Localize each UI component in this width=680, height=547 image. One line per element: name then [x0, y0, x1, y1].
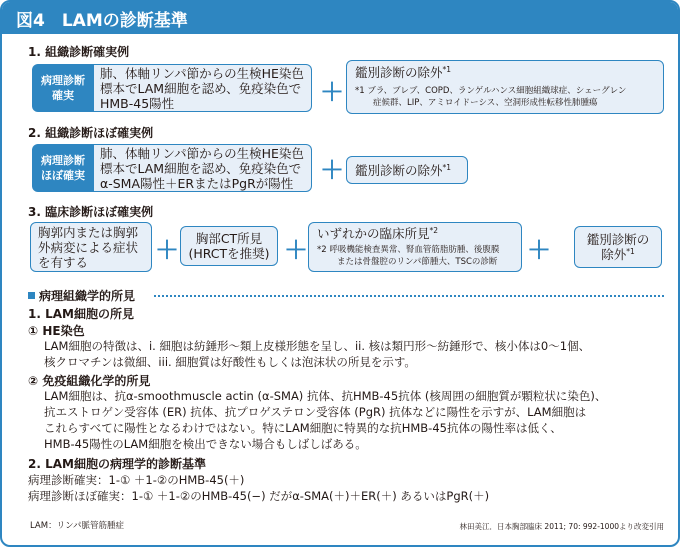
- plus-sign: ＋: [527, 236, 551, 264]
- source-citation: 林田美江．日本胸部臨床 2011; 70: 992-1000より改変引用: [459, 522, 664, 531]
- plus-sign: ＋: [320, 78, 344, 106]
- section-1-criteria: 肺、体軸リンパ節からの生検HE染色 標本でLAM細胞を認め、免疫染色で HMB-45陽性: [94, 64, 312, 112]
- abbreviation-note: LAM：リンパ脈管筋腫症: [30, 521, 124, 531]
- plus-sign: ＋: [284, 236, 308, 264]
- he-stain-text: LAM細胞の特徴は、i. 細胞は紡錘形〜類上皮様形態を呈し、ii. 核は類円形〜紡錘形で、核小体は0〜1個、 核クロマチンは微細、iii. 細胞質は好酸性もしくは泡沫状の所見を示す。: [44, 339, 591, 369]
- pathology-heading: 病理組織学的所見: [28, 287, 135, 304]
- dotted-divider: [154, 295, 664, 297]
- section-2-badge: 病理診断 ほぼ確実: [32, 144, 94, 192]
- diagnostic-criteria-text: 病理診断確実：1-① ＋1-②のHMB-45(＋) 病理診断ほぼ確実：1-① ＋1-②のHMB-45(−) だがα-SMA(＋)＋ER(＋) あるいはPgR(＋): [28, 473, 490, 503]
- section-3-heading: 3. 臨床診断ほぼ確実例: [28, 205, 154, 219]
- section-3-exclusion-box: 鑑別診断の 除外$^{*1}$: [574, 226, 662, 268]
- section-2-exclusion-box: 鑑別診断の除外$^{*1}$: [346, 156, 468, 184]
- section-3-clinical-box: いずれかの臨床所見$^{*2}$ *2 呼吸機能検査異常、腎血管筋脂肪腫、後腹膜 または骨盤腔のリンパ節腫大、TSCの診断: [308, 222, 522, 272]
- section-1-heading: 1. 組織診断確実例: [28, 45, 130, 59]
- lam-cell-findings-heading: 1. LAM細胞の所見: [28, 307, 134, 321]
- section-2-criteria: 肺、体軸リンパ節からの生検HE染色 標本でLAM細胞を認め、免疫染色で α-SMA陽性＋ERまたはPgRが陽性: [94, 144, 312, 192]
- section-3-symptom-box: 胸郭内または胸郭 外病変による症状 を有する: [30, 222, 152, 272]
- plus-sign: ＋: [320, 156, 344, 184]
- section-1-badge: 病理診断 確実: [32, 64, 94, 112]
- footnote-mark: *1: [442, 64, 452, 74]
- plus-sign: ＋: [155, 236, 179, 264]
- section-2-heading: 2. 組織診断ほぼ確実例: [28, 126, 154, 140]
- figure-title: 図4 LAMの診断基準: [16, 11, 188, 31]
- square-bullet-icon: [28, 292, 35, 299]
- diagnostic-criteria-heading: 2. LAM細胞の病理学的診断基準: [28, 457, 206, 471]
- ihc-heading: ② 免疫組織化学的所見: [28, 374, 151, 388]
- exclusion-title: 鑑別診断の除外: [355, 65, 443, 80]
- he-stain-heading: ① HE染色: [28, 324, 85, 338]
- ihc-text: LAM細胞は、抗α-smoothmuscle actin (α-SMA) 抗体、抗HMB-45抗体 (核周囲の細胞質が顆粒状に染色)、 抗エストロゲン受容体 (ER) 抗体、抗プロゲステロン受容体 (PgR) 抗体などに陽性を示すが、LAM細胞は これらすべてに陽性となるわけではない。特にLAM細胞に特異的な抗HMB-45抗体の陽性率は低く、 HMB-45陽性のLAM細胞を検出できない場合もしばしばある。: [44, 389, 607, 451]
- section-1-exclusion-box: 鑑別診断の除外$^{*1}$ *1 ブラ、ブレブ、COPD、ランゲルハンス細胞組織球症、シェーグレン 症候群、LIP、アミロイドーシス、空洞形成性転移性肺腫瘍: [346, 60, 664, 114]
- section-3-ct-box: 胸部CT所見 (HRCTを推奨): [180, 226, 278, 266]
- figure-header: [2, 2, 680, 34]
